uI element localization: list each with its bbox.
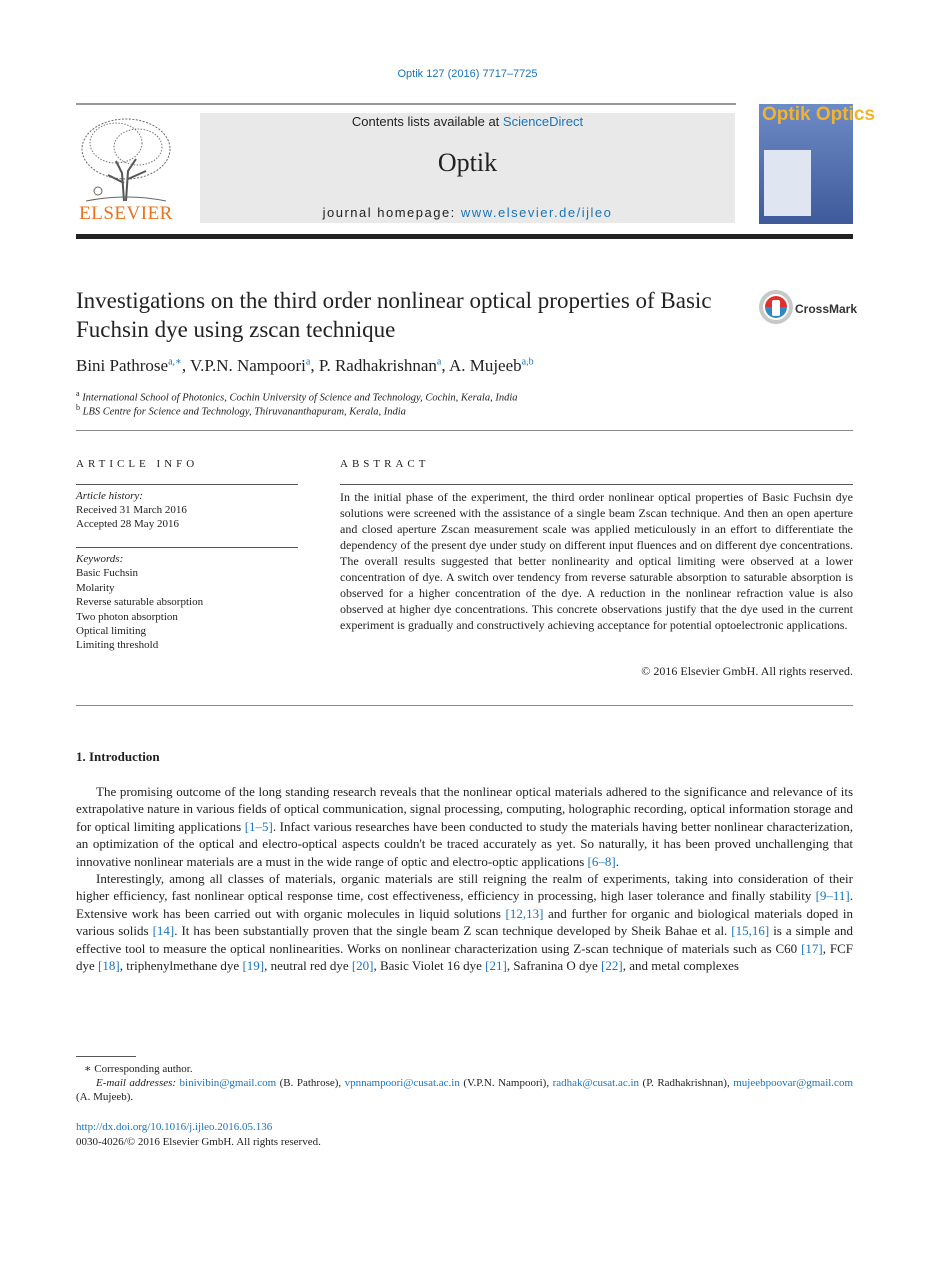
crossmark-label[interactable]: CrossMark — [795, 302, 858, 316]
journal-homepage — [200, 205, 735, 220]
email-link[interactable]: mujeebpoovar@gmail.com — [733, 1077, 853, 1089]
affiliation-text: LBS Centre for Science and Technology, Thiruvananthapuram, Kerala, India — [82, 406, 406, 418]
email-addresses — [76, 1076, 853, 1104]
affiliation-text: International School of Photonics, Cochin University of Science and Technology, Cochin, Kerala, India — [82, 392, 518, 404]
paragraph-text: is a simple and effective tool to measure the optical nonlinearities. Works on nonlinear characterization using Z-scan technique of materials such as C60 — [76, 923, 853, 956]
abstract-heading: ABSTRACT — [340, 458, 430, 470]
citation-ref[interactable]: [6–8] — [587, 853, 616, 869]
paragraph-text: . — [615, 853, 619, 869]
affiliation — [76, 403, 406, 418]
section-heading: 1. Introduction — [76, 749, 160, 764]
corresponding-author-note: ∗ Corresponding author. — [84, 1063, 193, 1075]
paragraph-text: Interestingly, among all classes of materials, organic materials are still reigning the realm of experiments, taking into consideration of their higher efficiency, fast nonlinear optical response time, cost effectiveness, efficiency in processing, high laser tolerance and finally stability — [76, 871, 853, 904]
affiliation — [76, 389, 518, 404]
citation-ref[interactable]: [19] — [242, 958, 265, 974]
paragraph-text: , neutral red dye — [264, 958, 352, 974]
author-name[interactable]: A. Mujeeb — [448, 356, 522, 375]
header-rule — [76, 103, 736, 105]
homepage-link[interactable]: www.elsevier.de/ijleo — [460, 205, 613, 220]
abstract-rule — [340, 484, 853, 485]
email-owner: (V.P.N. Nampoori), — [459, 1077, 553, 1089]
keyword: Molarity — [76, 581, 115, 594]
footnotes — [76, 1062, 853, 1104]
homepage-prefix: journal homepage: — [322, 205, 461, 220]
citation-ref[interactable]: [9–11] — [815, 888, 850, 904]
sciencedirect-link[interactable]: ScienceDirect — [502, 114, 584, 129]
paragraph-text: , FCF dye — [76, 940, 853, 974]
accepted-date: Accepted 28 May 2016 — [76, 518, 179, 530]
author-name[interactable]: Bini Pathrose — [76, 356, 169, 375]
author-name[interactable]: V.P.N. Nampoori — [190, 356, 306, 375]
paragraph-text: , Safranina O dye — [506, 958, 602, 974]
author-list: Bini Pathrose$^{a,∗}$, V.P.N. Nampoori$^a$, P. Radhakrishnan$^a$, A. Mujeeb$^{a,b}$ — [76, 356, 534, 375]
citation-ref[interactable]: [14] — [152, 923, 175, 939]
email-link[interactable]: vpnnampoori@cusat.ac.in — [344, 1077, 460, 1089]
email-link[interactable]: binivibin@gmail.com — [179, 1077, 277, 1089]
header-thick-rule — [76, 234, 853, 239]
cover-title: Optik Optics — [762, 104, 875, 125]
keyword: Reverse saturable absorption — [76, 596, 204, 609]
author-affiliation-mark[interactable]: a — [305, 356, 311, 368]
keyword: Optical limiting — [76, 625, 146, 638]
article-history — [76, 489, 187, 531]
keyword: Two photon absorption — [76, 610, 178, 623]
keyword: Limiting threshold — [76, 639, 159, 652]
citation-ref[interactable]: [22] — [601, 958, 623, 974]
citation-ref[interactable]: [17] — [801, 940, 823, 956]
copyright-notice: © 2016 Elsevier GmbH. All rights reserved. — [641, 664, 853, 678]
paragraph — [76, 870, 853, 974]
affiliation-mark: b — [76, 403, 80, 412]
citation-ref[interactable]: [12,13] — [505, 905, 544, 921]
citation-ref[interactable]: [21] — [485, 958, 507, 974]
citation-ref[interactable]: [20] — [351, 958, 374, 974]
contents-line — [200, 114, 735, 129]
citation-ref[interactable]: [1–5] — [244, 818, 273, 834]
keywords-rule — [76, 547, 298, 548]
paragraph-text: . Extensive work has been carried out with organic molecules in liquid solutions — [76, 888, 853, 921]
affiliation-rule — [76, 430, 853, 431]
paragraph-text: . It has been substantially proven that the single beam Z scan technique developed by Sheik Bahae et al. — [174, 923, 732, 939]
paragraph-text: and further for organic and biological materials doped in various solids — [76, 905, 853, 939]
received-date: Received 31 March 2016 — [76, 504, 187, 516]
article-info-rule — [76, 484, 298, 485]
author-affiliation-mark[interactable]: a — [436, 356, 442, 368]
paragraph-text: , triphenylmethane dye — [119, 958, 243, 974]
paragraph — [76, 783, 853, 870]
author-affiliation-mark[interactable]: a,b — [521, 356, 534, 368]
citation-ref[interactable]: [18] — [98, 958, 120, 974]
issn-line: 0030-4026/© 2016 Elsevier GmbH. All rights reserved. — [76, 1136, 321, 1148]
article-title: Investigations on the third order nonlinear optical properties of Basic Fuchsin dye using zscan technique — [76, 288, 712, 342]
introduction-body — [76, 783, 853, 974]
journal-citation[interactable]: Optik 127 (2016) 7717–7725 — [397, 68, 538, 80]
elsevier-wordmark: ELSEVIER — [79, 203, 173, 224]
keyword: Basic Fuchsin — [76, 567, 139, 580]
contents-prefix: Contents lists available at — [351, 114, 503, 129]
article-info-heading: ARTICLE INFO — [76, 458, 199, 470]
cover-contents-panel — [764, 150, 811, 216]
email-link[interactable]: radhak@cusat.ac.in — [552, 1077, 640, 1089]
doi-link[interactable]: http://dx.doi.org/10.1016/j.ijleo.2016.05.136 — [76, 1121, 273, 1133]
email-label: E-mail addresses: — [96, 1077, 177, 1089]
paragraph-text: The promising outcome of the long standing research reveals that the nonlinear optical materials adhered to the significance and relevance of its extrapolative nature in various fields of optical communication, signal processing, computing, holographic recording, optical information storage and for optical limiting applications — [76, 784, 853, 834]
abstract-text: In the initial phase of the experiment, the third order nonlinear optical properties of Basic Fuchsin dye solutions were screened with the assistance of a single beam Zscan technique. And then an open aperture and closed aperture Zscan measurement scale was applied meticulously in an effort to differentiate the dependency of the present dye under study on different input fluences and on different dye concentrations. The overall results suggested that better nonlinearity and optical limiting were observed at a lower concentration of dye. A switch over tendency from reverse saturable absorption to saturable absorption is observed for a higher concentration of the dye. A reduction in the nonlinear refraction value is also observed at higher dye concentrations. This concrete observations justify that the dye used in the current experiment is gradually and constructively achieving acceptance for potential optoelectronic applications. — [340, 490, 853, 632]
paragraph-text: . Infact various researches have been conducted to study the materials having better nonlinear characterization, an optimization of the optical and electro-optical aspects couldn't be traced accurately as yet. So naturally, it has been proved unchallenging that innovative nonlinear materials are a must in the wide range of optic and electro-optic applications — [76, 818, 853, 869]
author-affiliation-mark[interactable]: a,∗ — [168, 356, 182, 368]
history-label: Article history: — [76, 490, 143, 502]
email-owner: (P. Radhakrishnan), — [639, 1077, 734, 1089]
author-name[interactable]: P. Radhakrishnan — [318, 356, 437, 375]
email-owner: (A. Mujeeb). — [76, 1091, 134, 1103]
keywords-block — [76, 552, 203, 653]
abstract-end-rule — [76, 705, 853, 706]
footnote-rule — [76, 1056, 136, 1057]
affiliation-mark: a — [76, 389, 80, 398]
paragraph-text: , and metal complexes — [622, 958, 739, 974]
keywords-label: Keywords: — [76, 553, 124, 565]
journal-name: Optik — [437, 148, 498, 177]
email-owner: (B. Pathrose), — [276, 1077, 345, 1089]
citation-ref[interactable]: [15,16] — [731, 923, 770, 939]
paragraph-text: , Basic Violet 16 dye — [373, 958, 486, 974]
